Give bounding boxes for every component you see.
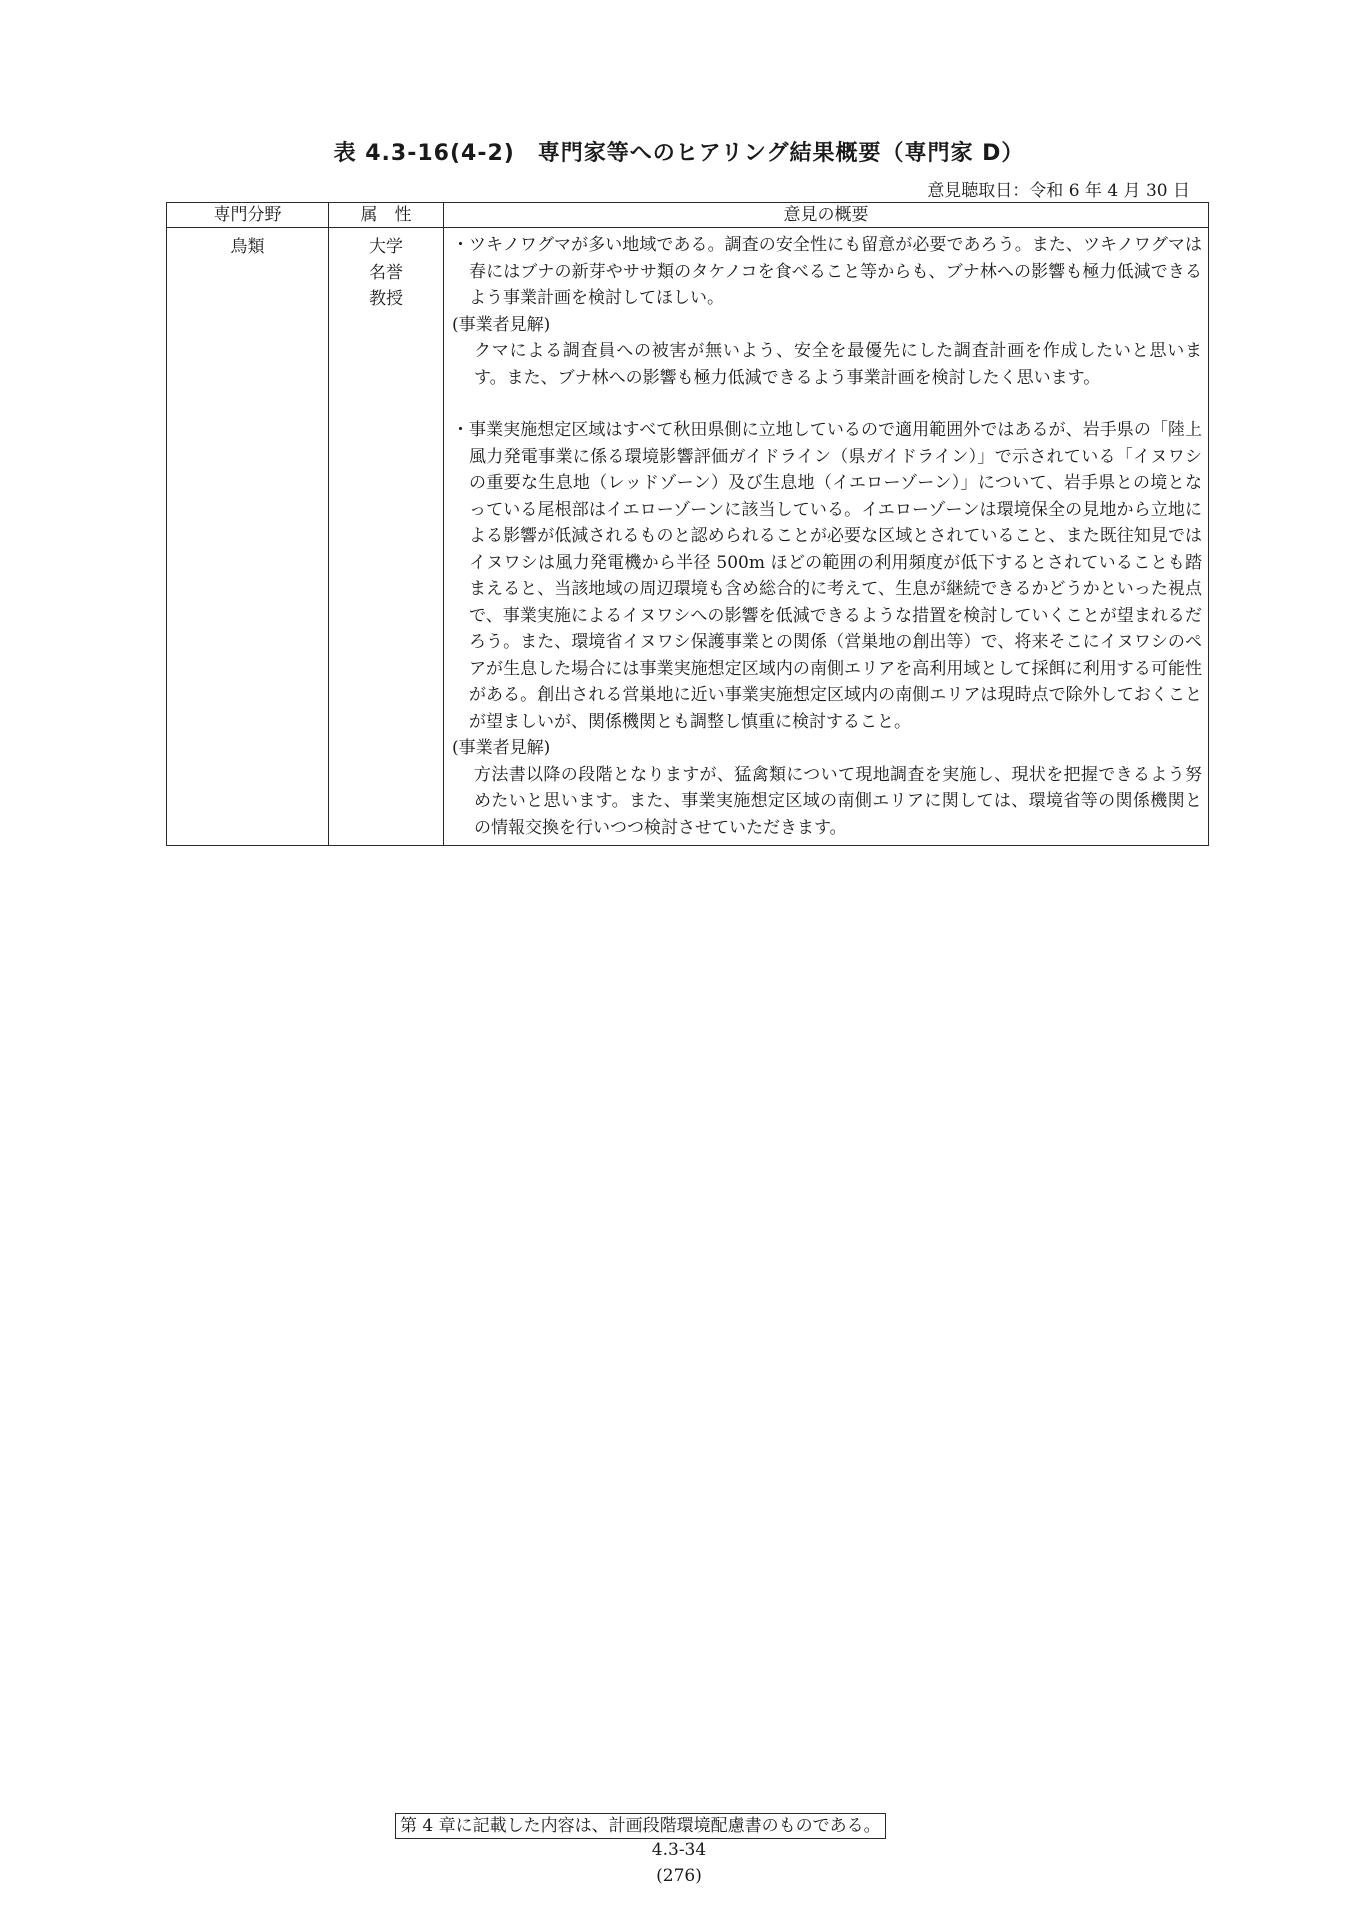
header-opinion: 意見の概要 xyxy=(444,203,1209,228)
footer-note: 第 4 章に記載した内容は、計画段階環境配慮書のものである。 xyxy=(395,1813,886,1839)
header-attribute: 属 性 xyxy=(329,203,444,228)
table-header-row xyxy=(167,203,1209,228)
table-row xyxy=(167,228,1209,846)
response-label: (事業者見解) xyxy=(452,738,551,758)
attribute-line: 大学 xyxy=(369,237,403,257)
response-text: クマによる調査員への被害が無いよう、安全を最優先にした調査計画を作成したいと思います。また、ブナ林への影響も極力低減できるよう事業計画を検討したく思います。 xyxy=(474,341,1202,388)
attribute-line: 教授 xyxy=(369,289,403,309)
table-title: 表 4.3-16(4-2) 専門家等へのヒアリング結果概要（専門家 D） xyxy=(333,141,1025,166)
field-cell: 鳥類 xyxy=(167,228,329,846)
opinion-item: ・事業実施想定区域はすべて秋田県側に立地しているので適用範囲外ではあるが、岩手県の「陸上風力発電事業に係る環境影響評価ガイドライン（県ガイドライン）」で示されている「イヌワシの重要な生息地（レッドゾーン）及び生息地（イエローゾーン）」について、岩手県との境となっている尾根部はイエローゾーンに該当している。イエローゾーンは環境保全の見地から立地による影響が低減されるものと認められることが必要な区域とされていること、また既往知見ではイヌワシは風力発電機から半径 500m ほどの範囲の利用頻度が低下するとされていることも踏まえると、当該地域の周辺環境も含め総合的に考えて、生息が継続できるかどうかといった視点で、事業実施によるイヌワシへの影響を低減できるような措置を検討していくことが望まれるだろう。また、環境省イヌワシ保護事業との関係（営巣地の創出等）で、将来そこにイヌワシのペアが生息した場合には事業実施想定区域内の南側エリアを高利用域として採餌に利用する可能性がある。創出される営巣地に近い事業実施想定区域内の南側エリアは現時点で除外しておくことが望ましいが、関係機関とも調整し慎重に検討すること。 xyxy=(452,420,1202,732)
page-number: 4.3-34 xyxy=(651,1840,707,1860)
attribute-cell xyxy=(329,228,444,846)
response-label: (事業者見解) xyxy=(452,314,551,335)
opinion-cell xyxy=(444,228,1209,846)
hearing-date: 意見聴取日：令和 6 年 4 月 30 日 xyxy=(927,181,1190,201)
page-sub-number: (276) xyxy=(656,1866,702,1886)
response-text: 方法書以降の段階となりますが、猛禽類について現地調査を実施し、現状を把握できるよう努めたいと思います。また、事業実施想定区域の南側エリアに関しては、環境省等の関係機関との情報交換を行いつつ検討させていただきます。 xyxy=(474,764,1202,838)
header-field: 専門分野 xyxy=(167,203,329,228)
hearing-table xyxy=(166,202,1209,846)
attribute-line: 名誉 xyxy=(369,263,403,283)
spacer xyxy=(452,391,1202,417)
opinion-item: ・ツキノワグマが多い地域である。調査の安全性にも留意が必要であろう。また、ツキノワグマは春にはブナの新芽やササ類のタケノコを食べること等からも、ブナ林への影響も極力低減できるよう事業計画を検討してほしい。 xyxy=(452,235,1202,308)
